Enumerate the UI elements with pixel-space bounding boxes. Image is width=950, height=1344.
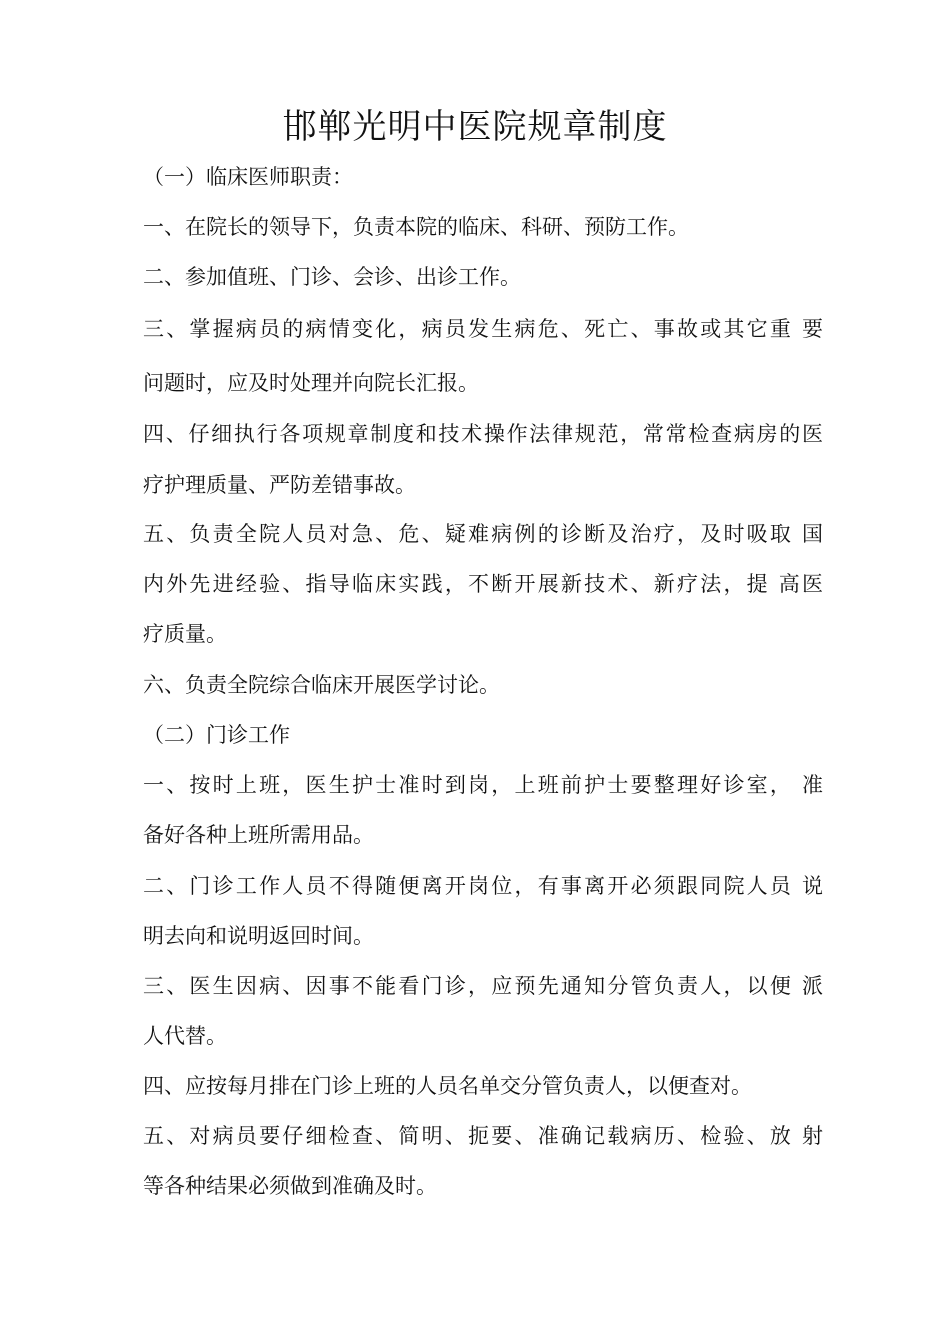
paragraph-line: 内外先进经验、指导临床实践，不断开展新技术、新疗法，提 高医 — [143, 572, 823, 596]
paragraph-line: 二、门诊工作人员不得随便离开岗位，有事离开必须跟同院人员 说 — [143, 874, 823, 898]
paragraph-line: 四、应按每月排在门诊上班的人员名单交分管负责人，以便查对。 — [143, 1074, 752, 1098]
paragraph-line: 等各种结果必须做到准确及时。 — [143, 1174, 437, 1198]
document-title: 邯郸光明中医院规章制度 — [282, 107, 668, 147]
paragraph-line: 六、负责全院综合临床开展医学讨论。 — [143, 673, 500, 697]
paragraph-line: 一、按时上班，医生护士准时到岗，上班前护士要整理好诊室， 准 — [143, 773, 823, 797]
paragraph-line: 问题时，应及时处理并向院长汇报。 — [143, 371, 479, 395]
paragraph-line: 三、掌握病员的病情变化，病员发生病危、死亡、事故或其它重 要 — [143, 317, 823, 341]
paragraph-line: 备好各种上班所需用品。 — [143, 823, 374, 847]
paragraph-line: 二、参加值班、门诊、会诊、出诊工作。 — [143, 265, 521, 289]
paragraph-line: 四、仔细执行各项规章制度和技术操作法律规范，常常检查病房的医 — [143, 422, 823, 446]
paragraph-line: 明去向和说明返回时间。 — [143, 924, 374, 948]
paragraph-line: 五、对病员要仔细检查、简明、扼要、准确记载病历、检验、放 射 — [143, 1124, 823, 1148]
paragraph-line: 五、负责全院人员对急、危、疑难病例的诊断及治疗，及时吸取 国 — [143, 522, 823, 546]
paragraph-line: 人代替。 — [143, 1024, 227, 1048]
section-heading-1: （一）临床医师职责： — [143, 165, 353, 189]
paragraph-line: 三、医生因病、因事不能看门诊，应预先通知分管负责人，以便 派 — [143, 974, 823, 998]
paragraph-line: 一、在院长的领导下，负责本院的临床、科研、预防工作。 — [143, 215, 689, 239]
paragraph-line: 疗护理质量、严防差错事故。 — [143, 473, 416, 497]
section-heading-2: （二）门诊工作 — [143, 723, 290, 747]
paragraph-line: 疗质量。 — [143, 622, 227, 646]
